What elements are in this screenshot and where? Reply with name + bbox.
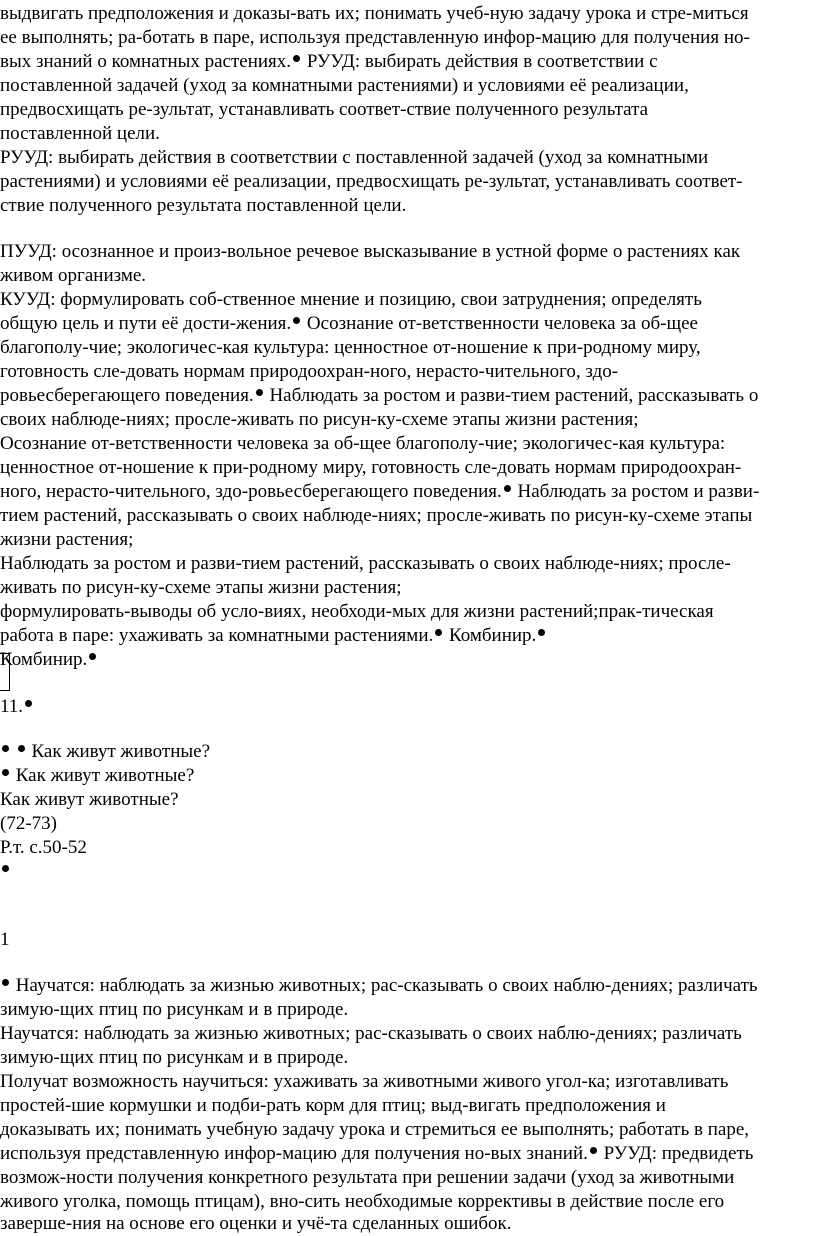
text-line: ствие полученного результата поставленной цели. — [0, 195, 407, 216]
lesson-number: 11. — [0, 695, 34, 719]
text-line: ПУУД: осознанное и произ-вольное речевое высказывание в устной форме о растениях как — [0, 241, 741, 262]
text-line: Научатся: наблюдать за жизнью животных; рас-сказывать о своих наблю-дениях; различать — [0, 1023, 742, 1044]
text-line: готовность сле-довать нормам природоохран-ного, нерасто-чительного, здо- — [0, 361, 619, 382]
text-line: заверше-ния на основе его оценки и учё-та сделанных ошибок. — [0, 1213, 512, 1234]
text-line: жизни растения; — [0, 529, 134, 550]
text-line: Наблюдать за ростом и разви-тием растений, рассказывать о своих наблюде-ниях; просле- — [0, 553, 731, 574]
text-line: поставленной задачей (уход за комнатными растениями) и условиями её реализации, — [0, 75, 689, 96]
text-line: Научатся: наблюдать за жизнью животных; рас-сказывать о своих наблю-дениях; различать — [0, 974, 758, 998]
text-line: Комбинир. — [0, 648, 98, 672]
text-line: вых знаний о комнатных растениях. РУУД: выбирать действия в соответствии с — [0, 51, 658, 72]
text-line: общую цель и пути её дости-жения. Осознание от-ветственности человека за об-щее — [0, 313, 698, 334]
table-cell-border — [0, 653, 10, 691]
bullet-icon — [538, 629, 545, 636]
bullet-icon — [25, 700, 32, 707]
text-line: поставленной цели. — [0, 123, 160, 144]
bullet-icon — [293, 317, 300, 324]
lesson-title: Как живут животные? — [0, 764, 194, 788]
lesson-title: Как живут животные? — [0, 740, 210, 764]
bullet-icon — [504, 485, 511, 492]
text-line: тием растений, рассказывать о своих наблюде-ниях; просле-живать по рисун-ку-схеме этапы — [0, 505, 753, 526]
text-line: выдвигать предположения и доказы-вать их; понимать учеб-ную задачу урока и стре-миться — [0, 3, 749, 24]
text-line: ее выполнять; ра-ботать в паре, используя представленную инфор-мацию для получения но- — [0, 27, 750, 48]
text-line: Осознание от-ветственности человека за об-щее благополу-чие; экологичес-кая культура: — [0, 433, 726, 454]
text-line: благополу-чие; экологичес-кая культура: ценностное от-ношение к при-родному миру, — [0, 337, 701, 358]
text-line: возмож-ности получения конкретного результата при решении задачи (уход за животными — [0, 1167, 735, 1188]
text-line: ровьесберегающего поведения. Наблюдать за ростом и разви-тием растений, рассказывать о — [0, 385, 759, 406]
text-line: простей-шие кормушки и подби-рать корм для птиц; выд-вигать предположения и — [0, 1095, 666, 1116]
text-line: формулировать-выводы об усло-виях, необходи-мых для жизни растений;прак-тическая — [0, 601, 714, 622]
text-line: используя представленную инфор-мацию для получения но-вых знаний. РУУД: предвидеть — [0, 1143, 754, 1164]
bullet-icon — [293, 55, 300, 62]
bullet-icon — [2, 769, 9, 776]
bullet-icon — [435, 629, 442, 636]
bullet-line — [0, 860, 11, 884]
hours-count: 1 — [0, 929, 10, 950]
bullet-icon — [18, 745, 25, 752]
bullet-icon — [89, 653, 96, 660]
text-line: ценностное от-ношение к при-родному миру, готовность сле-довать нормам природоохран- — [0, 457, 742, 478]
lesson-title: Как живут животные? — [0, 789, 179, 810]
text-line: живать по рисун-ку-схеме этапы жизни растения; — [0, 577, 402, 598]
text-line: своих наблюде-ниях; просле-живать по рисун-ку-схеме этапы жизни растения; — [0, 409, 639, 430]
text-line: доказывать их; понимать учебную задачу урока и стремиться ее выполнять; работать в паре, — [0, 1119, 750, 1140]
text-line: работа в паре: ухаживать за комнатными растениями. Комбинир. — [0, 624, 547, 648]
text-line: растениями) и условиями её реализации, предвосхищать ре-зультат, устанавливать соответ- — [0, 171, 743, 192]
text-line: Получат возможность научиться: ухаживать за животными живого угол-ка; изготавливать — [0, 1071, 729, 1092]
bullet-icon — [2, 745, 9, 752]
text-line: живого уголка, помощь птицам), вно-сить необходимые коррективы в действие после его — [0, 1191, 725, 1212]
text-line: ного, нерасто-чительного, здо-ровьесберегающего поведения. Наблюдать за ростом и разви- — [0, 481, 760, 502]
bullet-icon — [2, 865, 9, 872]
text-line: живом организме. — [0, 265, 147, 286]
text-line: зимую-щих птиц по рисункам и в природе. — [0, 999, 349, 1020]
text-line: зимую-щих птиц по рисункам и в природе. — [0, 1047, 349, 1068]
page-reference: (72-73) — [0, 813, 57, 834]
text-line: РУУД: выбирать действия в соответствии с поставленной задачей (уход за комнатными — [0, 147, 709, 168]
bullet-icon — [256, 389, 263, 396]
bullet-icon — [2, 979, 9, 986]
text-line: КУУД: формулировать соб-ственное мнение и позицию, свои затруднения; определять — [0, 289, 702, 310]
workbook-reference: Р.т. с.50-52 — [0, 837, 87, 858]
bullet-icon — [590, 1147, 597, 1154]
text-line: предвосхищать ре-зультат, устанавливать соответ-ствие полученного результата — [0, 99, 649, 120]
